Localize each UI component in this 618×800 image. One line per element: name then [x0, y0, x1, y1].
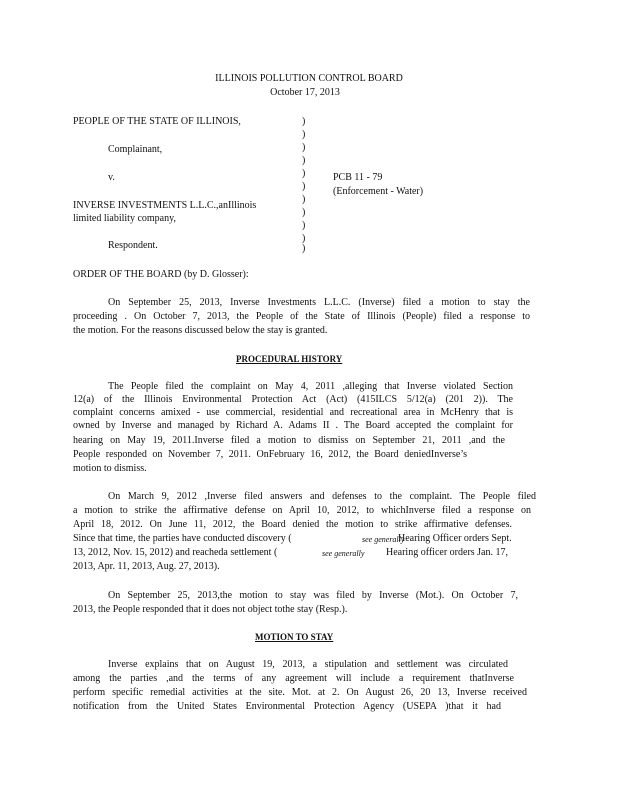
paragraph-line: owned by Inverse and managed by Richard A. Adams II . The Board accepted the complaint for [73, 420, 513, 431]
paragraph-line: proceeding . On October 7, 2013, the People of the State of Illinois (People) filed a response to [73, 311, 530, 322]
caption-versus: v. [108, 172, 115, 183]
paragraph-line: People responded on November 7, 2011. OnFebruary 16, 2012, the Board deniedInverse’s [73, 449, 467, 460]
caption-paren: ) [302, 155, 306, 166]
case-type: (Enforcement - Water) [333, 186, 424, 197]
section-heading-motion: MOTION TO STAY [255, 632, 334, 642]
caption-complainant: Complainant, [108, 144, 163, 155]
paragraph-line: hearing on May 19, 2011.Inverse filed a motion to dismiss on September 21, 2011 ,and the [73, 435, 505, 446]
paragraph-line: motion to dismiss. [73, 463, 147, 474]
paragraph-line: 13, 2012, Nov. 15, 2012) and reacheda settlement ( [73, 547, 278, 558]
paragraph-line: Hearing officer orders Jan. 17, [386, 547, 508, 558]
paragraph-line: the motion. For the reasons discussed below the stay is granted. [73, 325, 328, 336]
caption-paren: ) [302, 207, 306, 218]
paragraph-line: 12(a) of the Illinois Environmental Protection Act (Act) (415ILCS 5/12(a) (201 2)). The [73, 394, 513, 405]
paragraph-line: On March 9, 2012 ,Inverse filed answers and defenses to the complaint. The People filed [108, 491, 536, 502]
caption-paren: ) [302, 142, 306, 153]
caption-paren: ) [302, 116, 306, 127]
paragraph-line: notification from the United States Environmental Protection Agency (USEPA )that it had [73, 701, 501, 712]
agency-title: ILLINOIS POLLUTION CONTROL BOARD [215, 73, 403, 84]
paragraph-line: Hearing Officer orders Sept. [398, 533, 512, 544]
caption-paren: ) [302, 168, 306, 179]
caption-respondent: Respondent. [108, 240, 158, 251]
caption-paren: ) [302, 243, 306, 254]
caption-paren: ) [302, 129, 306, 140]
caption-defendant-line2: limited liability company, [73, 213, 176, 224]
section-heading-history: PROCEDURAL HISTORY [236, 354, 343, 364]
case-number: PCB 11 - 79 [333, 172, 383, 183]
order-heading: ORDER OF THE BOARD (by D. Glosser): [73, 269, 249, 280]
paragraph-line: 2013, the People responded that it does not object tothe stay (Resp.). [73, 604, 348, 615]
caption-plaintiff: PEOPLE OF THE STATE OF ILLINOIS, [73, 116, 241, 127]
caption-paren: ) [302, 233, 306, 244]
paragraph-line: On September 25, 2013,the motion to stay was filed by Inverse (Mot.). On October 7, [108, 590, 518, 601]
paragraph-line: Inverse explains that on August 19, 2013, a stipulation and settlement was circulated [108, 659, 508, 670]
paragraph-line: On September 25, 2013, Inverse Investments L.L.C. (Inverse) filed a motion to stay the [108, 297, 530, 308]
order-date: October 17, 2013 [270, 87, 340, 98]
caption-defendant-line1: INVERSE INVESTMENTS L.L.C.,anIllinois [73, 200, 257, 211]
caption-paren: ) [302, 220, 306, 231]
paragraph-line: perform specific remedial activities at the site. Mot. at 2. On August 26, 20 13, Inverse received [73, 687, 527, 698]
caption-paren: ) [302, 181, 306, 192]
paragraph-line: 2013, Apr. 11, 2013, Aug. 27, 2013). [73, 561, 220, 572]
paragraph-line: Since that time, the parties have conducted discovery ( [73, 533, 292, 544]
citation-see-generally: see generally [322, 549, 365, 558]
paragraph-line: The People filed the complaint on May 4, 2011 ,alleging that Inverse violated Section [108, 381, 513, 392]
paragraph-line: April 18, 2012. On June 11, 2012, the Board denied the motion to strike affirmative defenses. [73, 519, 512, 530]
paragraph-line: among the parties ,and the terms of any agreement will include a requirement thatInverse [73, 673, 514, 684]
paragraph-line: complaint concerns amixed - use commercial, residential and recreational area in McHenry that is [73, 407, 513, 418]
caption-paren: ) [302, 194, 306, 205]
citation-see-generally: see generally [362, 535, 405, 544]
paragraph-line: a motion to strike the affirmative defense on April 10, 2012, to whichInverse filed a response on [73, 505, 531, 516]
